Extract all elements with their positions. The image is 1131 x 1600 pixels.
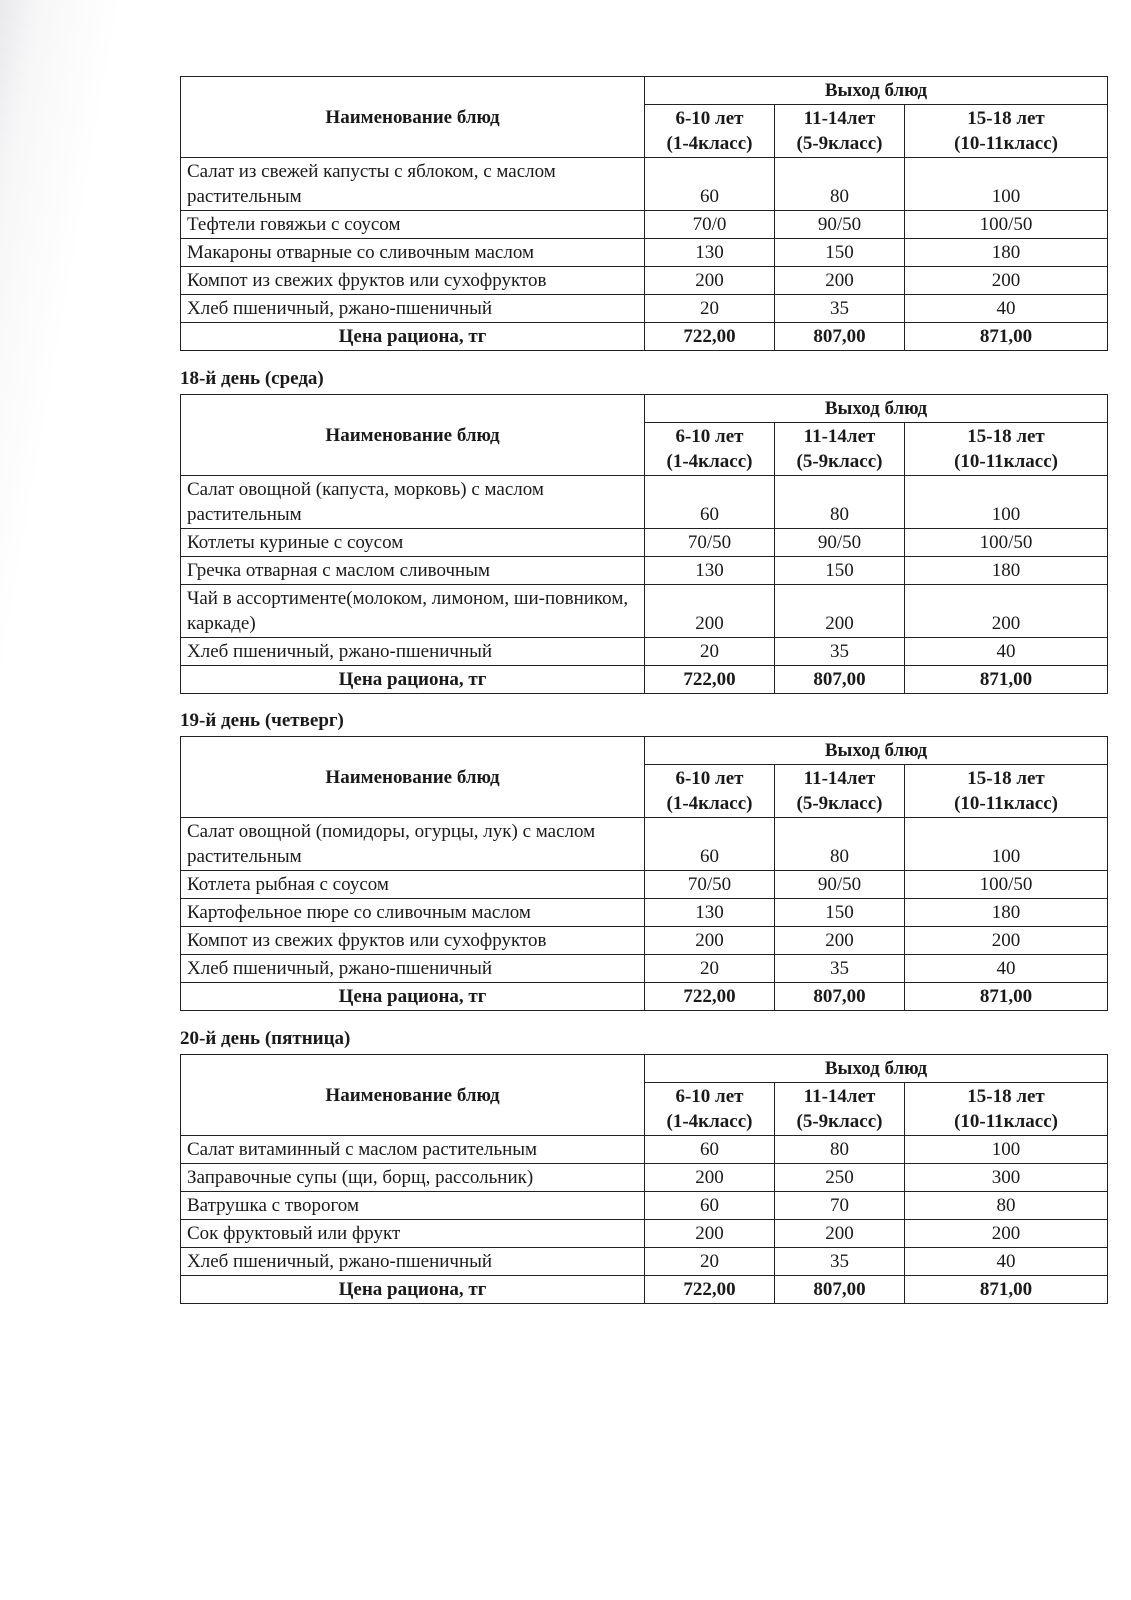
portion-b: 250	[775, 1164, 905, 1192]
header-dish-name: Наименование блюд	[181, 737, 645, 818]
portion-b: 90/50	[775, 211, 905, 239]
portion-b: 80	[775, 476, 905, 529]
portion-c: 40	[905, 1248, 1108, 1276]
table-row	[181, 239, 1108, 267]
portion-b: 35	[775, 955, 905, 983]
dish-name: Заправочные супы (щи, борщ, рассольник)	[181, 1164, 645, 1192]
price-c: 871,00	[905, 983, 1108, 1011]
price-c: 871,00	[905, 323, 1108, 351]
dish-name: Хлеб пшеничный, ржано-пшеничный	[181, 1248, 645, 1276]
header-age-c: 15-18 лет (10-11класс)	[905, 105, 1108, 158]
price-b: 807,00	[775, 666, 905, 694]
table-row	[181, 529, 1108, 557]
dish-name: Макароны отварные со сливочным маслом	[181, 239, 645, 267]
portion-b: 150	[775, 899, 905, 927]
day-title: 19-й день (четверг)	[180, 710, 344, 731]
dish-name: Тефтели говяжьи с соусом	[181, 211, 645, 239]
portion-a: 60	[645, 1192, 775, 1220]
table-row	[181, 927, 1108, 955]
price-c: 871,00	[905, 1276, 1108, 1304]
price-a: 722,00	[645, 983, 775, 1011]
table-row	[181, 158, 1108, 211]
portion-c: 300	[905, 1164, 1108, 1192]
price-b: 807,00	[775, 323, 905, 351]
menu-table	[180, 736, 1108, 1011]
price-b: 807,00	[775, 1276, 905, 1304]
price-b: 807,00	[775, 983, 905, 1011]
portion-a: 70/0	[645, 211, 775, 239]
portion-a: 200	[645, 267, 775, 295]
table-row	[181, 1248, 1108, 1276]
price-a: 722,00	[645, 1276, 775, 1304]
dish-name: Чай в ассортименте(молоком, лимоном, ши-повником, каркаде)	[181, 585, 645, 638]
table-row	[181, 1136, 1108, 1164]
portion-b: 200	[775, 267, 905, 295]
table-row	[181, 1192, 1108, 1220]
dish-name: Котлета рыбная с соусом	[181, 871, 645, 899]
table-row	[181, 955, 1108, 983]
table-row	[181, 871, 1108, 899]
header-dish-name: Наименование блюд	[181, 77, 645, 158]
portion-a: 60	[645, 158, 775, 211]
portion-a: 20	[645, 295, 775, 323]
portion-b: 80	[775, 1136, 905, 1164]
table-row	[181, 267, 1108, 295]
portion-c: 40	[905, 638, 1108, 666]
header-age-b: 11-14лет (5-9класс)	[775, 1083, 905, 1136]
portion-b: 150	[775, 557, 905, 585]
menu-table	[180, 1054, 1108, 1304]
portion-a: 60	[645, 476, 775, 529]
menu-table	[180, 394, 1108, 694]
portion-c: 200	[905, 585, 1108, 638]
portion-b: 200	[775, 585, 905, 638]
portion-a: 70/50	[645, 529, 775, 557]
menu-table-day-4	[180, 1054, 1107, 1304]
header-output: Выход блюд	[645, 737, 1108, 765]
header-age-c: 15-18 лет (10-11класс)	[905, 423, 1108, 476]
dish-name: Котлеты куриные с соусом	[181, 529, 645, 557]
table-row	[181, 1220, 1108, 1248]
portion-b: 200	[775, 927, 905, 955]
price-row	[181, 983, 1108, 1011]
dish-name: Хлеб пшеничный, ржано-пшеничный	[181, 638, 645, 666]
price-label: Цена рациона, тг	[181, 666, 645, 694]
header-age-b: 11-14лет (5-9класс)	[775, 105, 905, 158]
dish-name: Компот из свежих фруктов или сухофруктов	[181, 267, 645, 295]
header-output: Выход блюд	[645, 77, 1108, 105]
dish-name: Картофельное пюре со сливочным маслом	[181, 899, 645, 927]
portion-b: 80	[775, 158, 905, 211]
menu-table	[180, 76, 1108, 351]
menu-table-day-1	[180, 76, 1107, 351]
header-age-b: 11-14лет (5-9класс)	[775, 765, 905, 818]
dish-name: Хлеб пшеничный, ржано-пшеничный	[181, 295, 645, 323]
portion-c: 40	[905, 955, 1108, 983]
portion-c: 180	[905, 557, 1108, 585]
header-age-a: 6-10 лет (1-4класс)	[645, 765, 775, 818]
dish-name: Салат из свежей капусты с яблоком, с маслом растительным	[181, 158, 645, 211]
portion-a: 130	[645, 239, 775, 267]
portion-b: 80	[775, 818, 905, 871]
portion-a: 20	[645, 1248, 775, 1276]
table-row	[181, 1164, 1108, 1192]
price-row	[181, 1276, 1108, 1304]
dish-name: Сок фруктовый или фрукт	[181, 1220, 645, 1248]
dish-name: Салат овощной (помидоры, огурцы, лук) с маслом растительным	[181, 818, 645, 871]
dish-name: Ватрушка с творогом	[181, 1192, 645, 1220]
portion-c: 100/50	[905, 529, 1108, 557]
portion-a: 200	[645, 585, 775, 638]
portion-c: 100	[905, 1136, 1108, 1164]
portion-c: 100	[905, 158, 1108, 211]
portion-a: 200	[645, 1220, 775, 1248]
price-label: Цена рациона, тг	[181, 323, 645, 351]
portion-b: 70	[775, 1192, 905, 1220]
portion-c: 100/50	[905, 871, 1108, 899]
dish-name: Компот из свежих фруктов или сухофруктов	[181, 927, 645, 955]
price-label: Цена рациона, тг	[181, 983, 645, 1011]
table-row	[181, 585, 1108, 638]
header-age-c: 15-18 лет (10-11класс)	[905, 765, 1108, 818]
table-row	[181, 295, 1108, 323]
portion-a: 60	[645, 1136, 775, 1164]
header-age-a: 6-10 лет (1-4класс)	[645, 105, 775, 158]
portion-b: 35	[775, 638, 905, 666]
portion-c: 100/50	[905, 211, 1108, 239]
portion-a: 60	[645, 818, 775, 871]
portion-c: 200	[905, 927, 1108, 955]
header-age-b: 11-14лет (5-9класс)	[775, 423, 905, 476]
portion-b: 35	[775, 295, 905, 323]
day-title: 18-й день (среда)	[180, 368, 324, 389]
header-output: Выход блюд	[645, 1055, 1108, 1083]
portion-b: 35	[775, 1248, 905, 1276]
table-row	[181, 211, 1108, 239]
portion-b: 90/50	[775, 529, 905, 557]
portion-a: 70/50	[645, 871, 775, 899]
header-age-a: 6-10 лет (1-4класс)	[645, 423, 775, 476]
portion-c: 100	[905, 818, 1108, 871]
portion-a: 130	[645, 557, 775, 585]
portion-c: 80	[905, 1192, 1108, 1220]
dish-name: Гречка отварная с маслом сливочным	[181, 557, 645, 585]
table-row	[181, 557, 1108, 585]
portion-c: 100	[905, 476, 1108, 529]
portion-a: 200	[645, 927, 775, 955]
portion-c: 180	[905, 899, 1108, 927]
header-age-a: 6-10 лет (1-4класс)	[645, 1083, 775, 1136]
price-c: 871,00	[905, 666, 1108, 694]
portion-b: 90/50	[775, 871, 905, 899]
header-output: Выход блюд	[645, 395, 1108, 423]
portion-a: 200	[645, 1164, 775, 1192]
header-age-c: 15-18 лет (10-11класс)	[905, 1083, 1108, 1136]
portion-a: 20	[645, 638, 775, 666]
dish-name: Салат овощной (капуста, морковь) с маслом растительным	[181, 476, 645, 529]
price-label: Цена рациона, тг	[181, 1276, 645, 1304]
menu-table-day-3	[180, 736, 1107, 1011]
table-row	[181, 818, 1108, 871]
portion-b: 150	[775, 239, 905, 267]
price-a: 722,00	[645, 666, 775, 694]
header-dish-name: Наименование блюд	[181, 1055, 645, 1136]
table-row	[181, 899, 1108, 927]
portion-c: 200	[905, 267, 1108, 295]
portion-c: 180	[905, 239, 1108, 267]
price-row	[181, 666, 1108, 694]
menu-table-day-2	[180, 394, 1107, 694]
portion-b: 200	[775, 1220, 905, 1248]
portion-c: 40	[905, 295, 1108, 323]
portion-a: 20	[645, 955, 775, 983]
dish-name: Хлеб пшеничный, ржано-пшеничный	[181, 955, 645, 983]
price-row	[181, 323, 1108, 351]
dish-name: Салат витаминный с маслом растительным	[181, 1136, 645, 1164]
day-title: 20-й день (пятница)	[180, 1028, 351, 1049]
header-dish-name: Наименование блюд	[181, 395, 645, 476]
price-a: 722,00	[645, 323, 775, 351]
portion-a: 130	[645, 899, 775, 927]
table-row	[181, 638, 1108, 666]
table-row	[181, 476, 1108, 529]
portion-c: 200	[905, 1220, 1108, 1248]
